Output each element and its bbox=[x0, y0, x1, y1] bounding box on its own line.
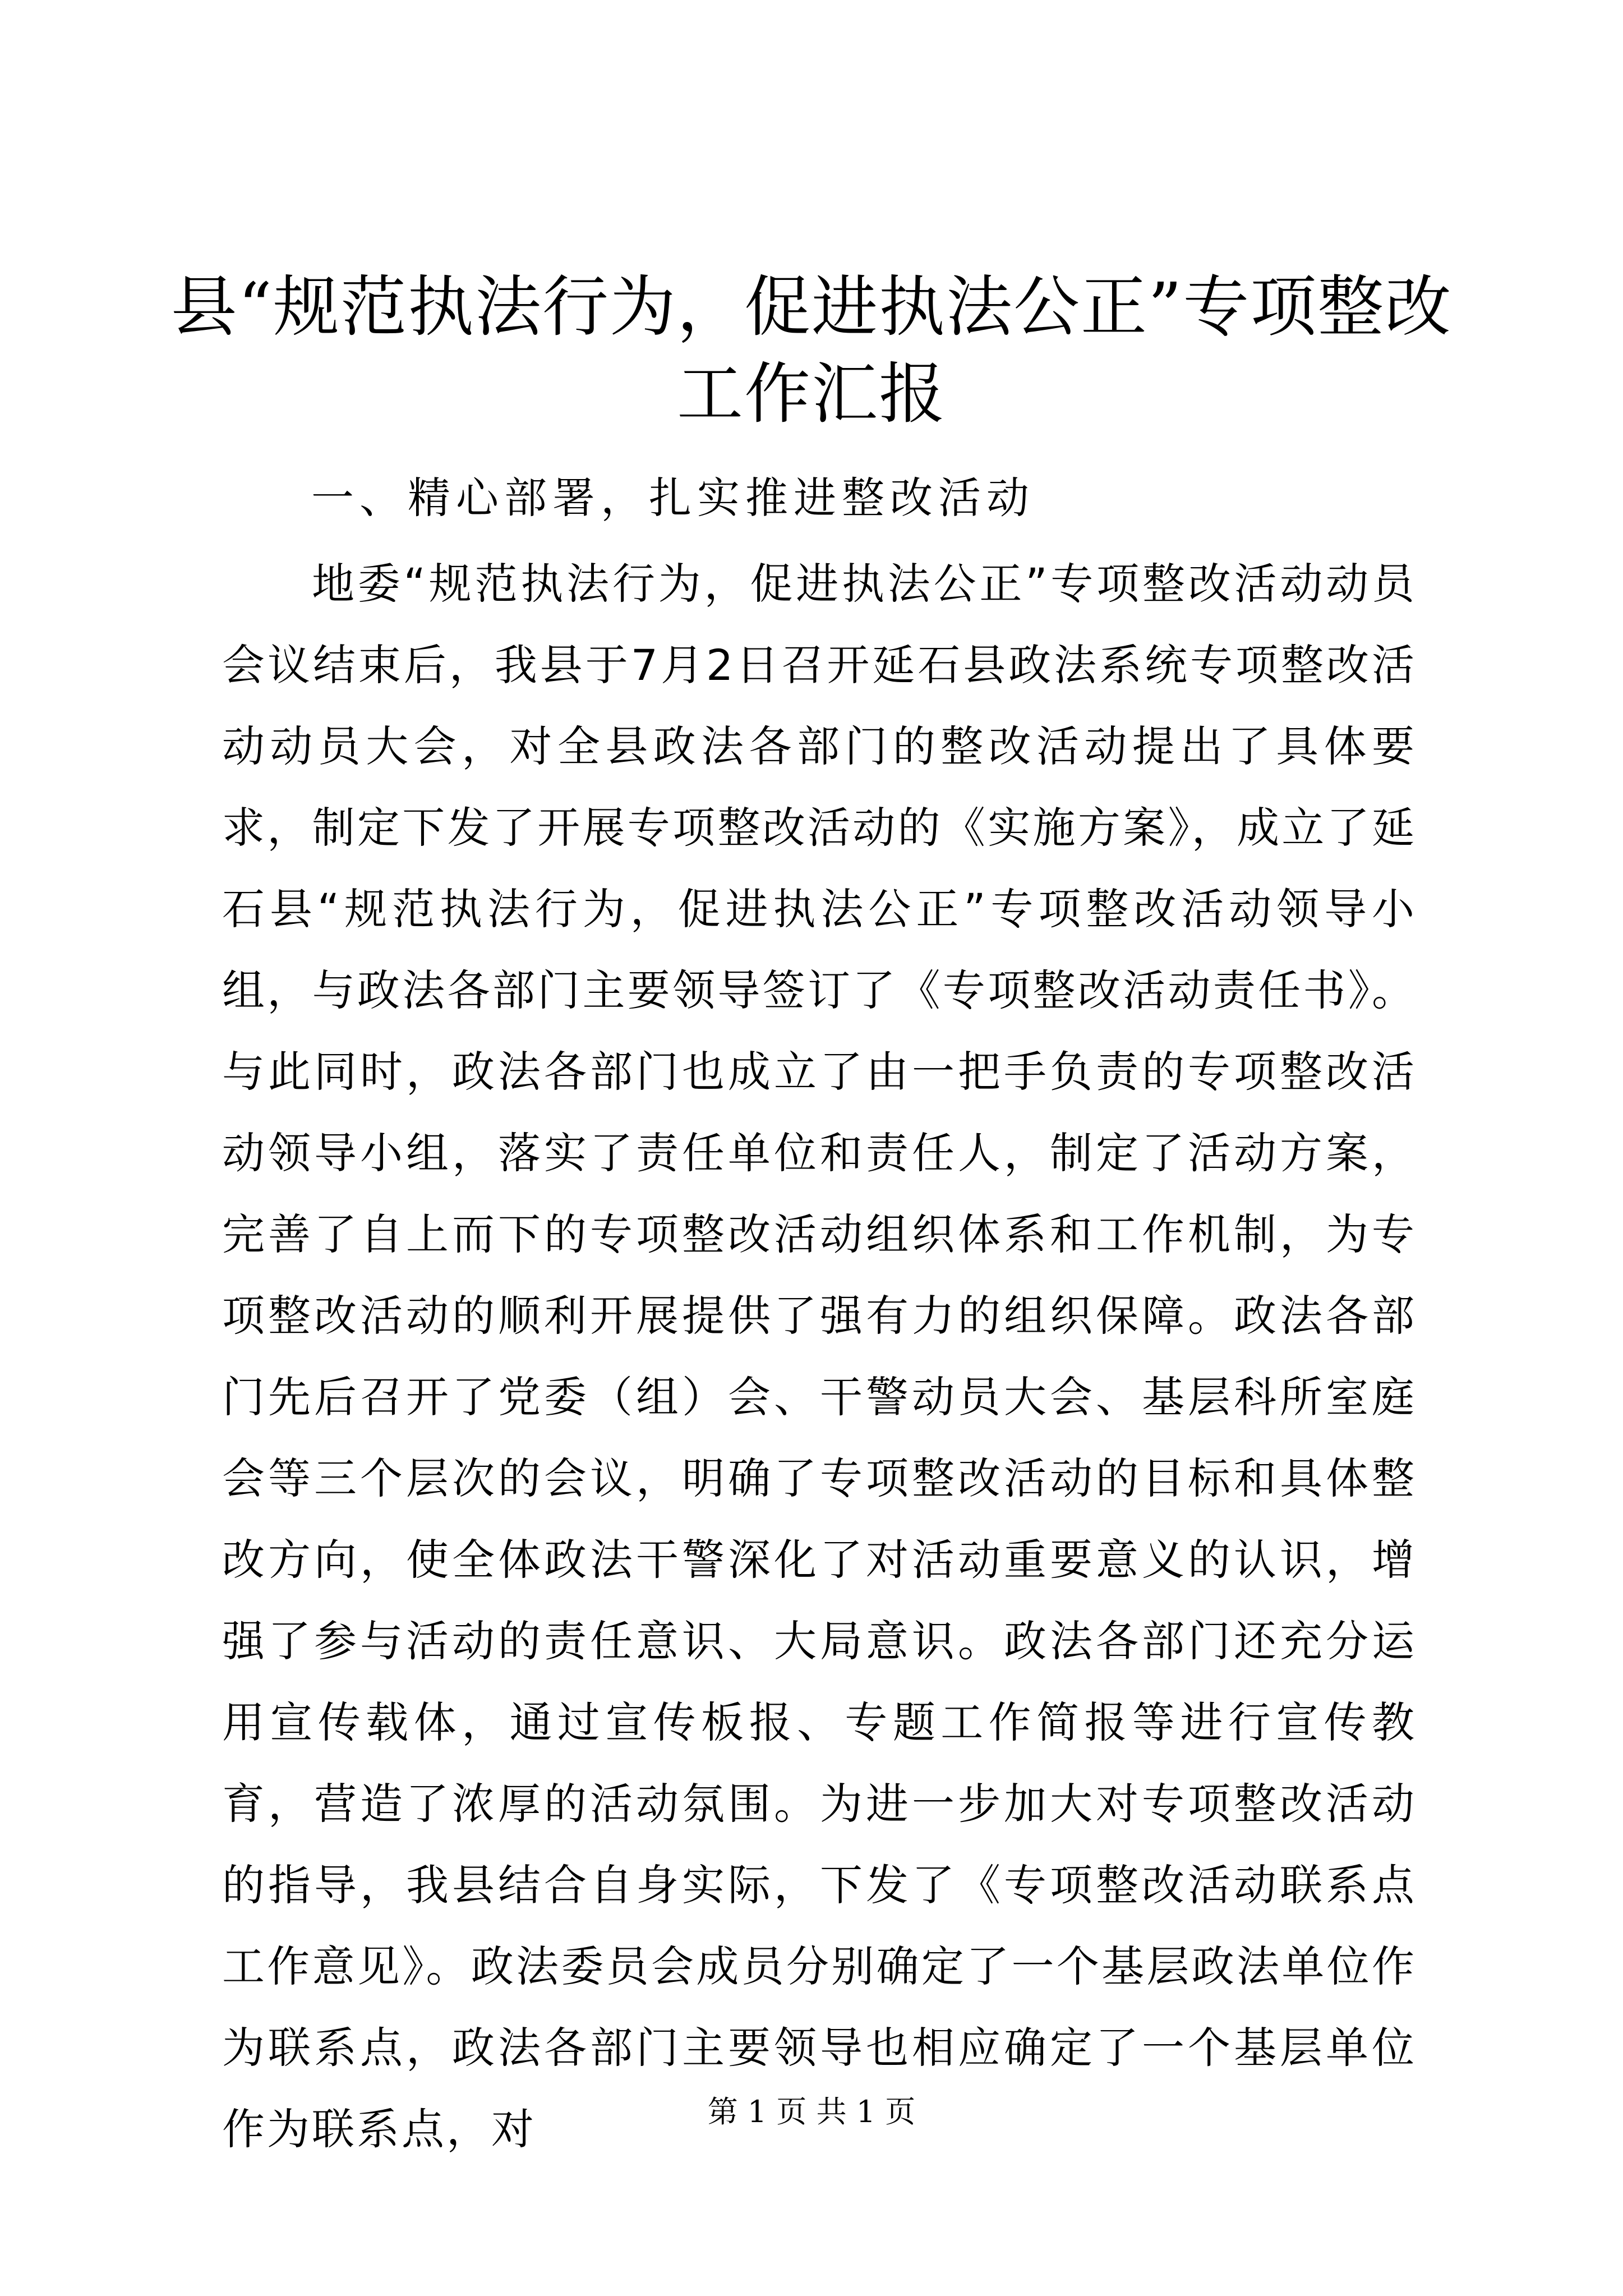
section-heading: 一、精心部署，扎实推进整改活动 bbox=[311, 473, 1035, 523]
page-number-footer: 第 1 页 共 1 页 bbox=[707, 2094, 916, 2129]
document-title: 县“规范执法行为，促进执法公正”专项整改工作汇报 bbox=[170, 268, 1453, 432]
body-paragraph: 地委“规范执法行为，促进执法公正”专项整改活动动员会议结束后，我县于7月2日召开延石县政法系统专项整改活动动员大会，对全县政法各部门的整改活动提出了具体要求，制定下发了开展专项整改活动的《实施方案》，成立了延石县“规范执法行为，促进执法公正”专项整改活动领导小组，与政法各部门主要领导签订了《专项整改活动责任书》。与此同时，政法各部门也成立了由一把手负责的专项整改活动领导小组，落实了责任单位和责任人，制定了活动方案，完善了自上而下的专项整改活动组织体系和工作机制，为专项整改活动的顺利开展提供了强有力的组织保障。政法各部门先后召开了党委（组）会、干警动员大会、基层科所室庭会等三个层次的会议，明确了专项整改活动的目标和具体整改方向，使全体政法干警深化了对活动重要意义的认识，增强了参与活动的责任意识、大局意识。政法各部门还充分运用宣传载体，通过宣传板报、专题工作简报等进行宣传教育，营造了浓厚的活动氛围。为进一步加大对专项整改活动的指导，我县结合自身实际，下发了《专项整改活动联系点工作意见》。政法委员会成员分别确定了一个基层政法单位作为联系点，政法各部门主要领导也相应确定了一个基层单位作为联系点，对 bbox=[222, 559, 1417, 2154]
